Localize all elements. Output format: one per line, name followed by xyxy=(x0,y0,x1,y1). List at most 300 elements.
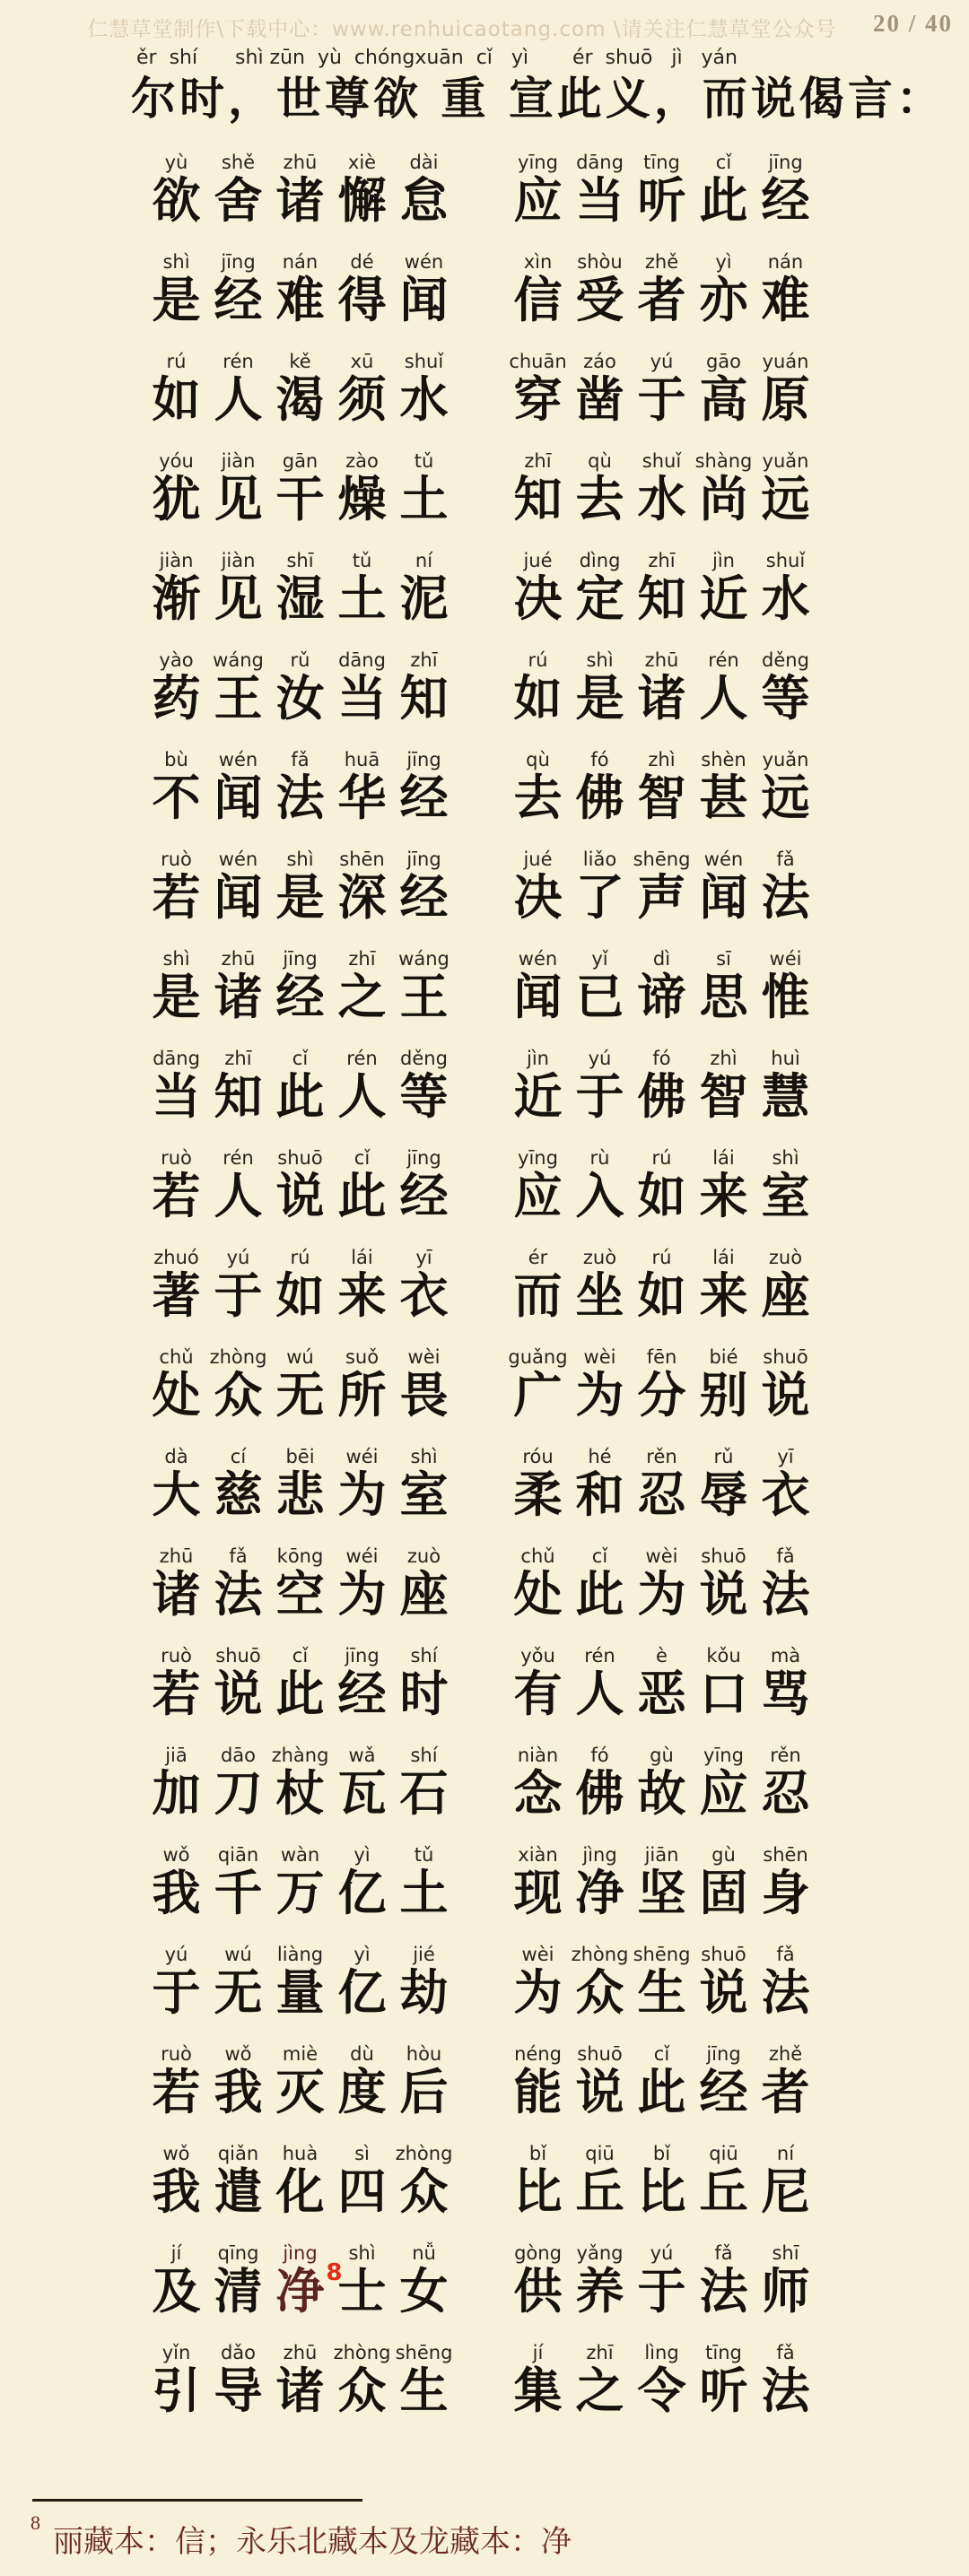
hanzi-character: 了 xyxy=(575,869,624,926)
char-cell xyxy=(269,2042,331,2119)
pinyin-syllable: bù xyxy=(164,749,188,770)
char-cell xyxy=(507,1047,569,1124)
hanzi-character: 人 xyxy=(699,670,748,727)
char-cell xyxy=(569,2042,631,2119)
hanzi-character: 众 xyxy=(337,2363,387,2419)
hanzi-character: 法 xyxy=(761,2363,810,2419)
char-cell xyxy=(145,648,207,726)
hemistich-right xyxy=(507,848,816,925)
pinyin-syllable: jué xyxy=(523,849,553,870)
char-cell xyxy=(393,848,455,925)
hemistich-left xyxy=(145,151,455,228)
hemistich-left xyxy=(145,2341,455,2418)
pinyin-syllable: fǎ xyxy=(776,849,795,870)
pinyin-syllable: wén xyxy=(703,849,744,870)
pinyin-syllable: fó xyxy=(590,749,609,770)
char-cell xyxy=(755,1445,816,1522)
hanzi-character: 法 xyxy=(214,1566,263,1623)
pinyin-syllable: shì xyxy=(286,849,314,870)
hanzi-character: 难 xyxy=(761,272,810,328)
hanzi-character: 犹 xyxy=(152,471,201,527)
hanzi-character: 来 xyxy=(337,1267,387,1324)
verse-row xyxy=(145,1345,863,1445)
char-cell xyxy=(507,2341,569,2418)
pinyin-syllable: jié xyxy=(413,1944,435,1965)
pinyin-syllable: fǎ xyxy=(776,2342,795,2363)
pinyin-syllable: dāo xyxy=(220,1745,257,1766)
char-cell xyxy=(693,1345,755,1423)
pinyin-syllable: kě xyxy=(289,351,311,372)
hemistich-left xyxy=(145,1246,455,1323)
pinyin-syllable: yì xyxy=(354,1844,371,1866)
hanzi-character: 应 xyxy=(699,1765,748,1822)
pinyin-syllable: zhī xyxy=(586,2342,614,2363)
char-cell xyxy=(393,151,455,228)
hanzi-character: 忍 xyxy=(637,1466,686,1523)
hanzi-character: 此 xyxy=(699,172,748,229)
char-cell xyxy=(755,1943,816,2020)
pinyin-syllable: wǒ xyxy=(162,1844,190,1866)
char-cell xyxy=(631,1644,693,1721)
hanzi-character: 汝 xyxy=(275,670,325,727)
pinyin-syllable: è xyxy=(656,1645,668,1667)
char-cell xyxy=(331,1644,393,1721)
hanzi-character: 导 xyxy=(214,2363,263,2419)
pinyin-syllable: zhū xyxy=(283,2342,318,2363)
char-cell xyxy=(631,2241,693,2319)
hanzi-character: 师 xyxy=(761,2263,810,2319)
pinyin-syllable: guǎng xyxy=(508,1346,568,1368)
char-cell xyxy=(569,1146,631,1223)
hanzi-character: 法 xyxy=(761,1964,810,2021)
verse-row xyxy=(145,151,863,250)
char-cell xyxy=(569,947,631,1024)
pinyin-syllable: shuō xyxy=(277,1147,323,1169)
footnote xyxy=(31,2511,572,2561)
char-cell xyxy=(145,449,207,527)
hanzi-character: 净 8 xyxy=(275,2259,343,2319)
hemistich-left xyxy=(145,1345,455,1423)
pinyin-syllable: sì xyxy=(354,2143,370,2164)
hanzi-character: 诸 xyxy=(214,969,263,1025)
hanzi-character: 处 xyxy=(152,1367,201,1423)
hanzi-character: 经 xyxy=(214,272,263,328)
hanzi-character: 如 xyxy=(513,670,563,727)
pinyin-syllable: miè xyxy=(282,2043,319,2065)
char-cell xyxy=(507,1345,569,1423)
verse-row xyxy=(145,648,863,748)
pinyin-syllable: shàng xyxy=(694,450,753,472)
pinyin-syllable: zhòng xyxy=(333,2342,391,2363)
hanzi-character: 如 xyxy=(637,1267,686,1324)
char-cell xyxy=(207,848,269,925)
hemistich-left xyxy=(145,2042,455,2119)
hanzi-character: 柔 xyxy=(513,1466,563,1523)
hanzi-character: 室 xyxy=(761,1168,810,1224)
char-cell xyxy=(755,1843,816,1920)
hanzi-character: 辱 xyxy=(699,1466,748,1523)
pinyin-syllable: zuò xyxy=(582,1247,617,1268)
hanzi-character: 为 xyxy=(337,1566,387,1623)
char-cell xyxy=(145,1545,207,1622)
pinyin-syllable: ruò xyxy=(161,849,192,870)
hanzi-character: 法 xyxy=(761,869,810,926)
pinyin-syllable: cǐ xyxy=(715,152,732,173)
pinyin-syllable: shī xyxy=(286,550,314,571)
char-cell xyxy=(269,1345,331,1423)
hanzi-character: 应 xyxy=(513,1168,563,1224)
hemistich-left xyxy=(145,748,455,825)
char-cell xyxy=(145,350,207,427)
verse-row xyxy=(145,1943,863,2042)
pinyin-syllable: kǒu xyxy=(706,1645,741,1667)
verse-row xyxy=(145,1545,863,1644)
char-cell xyxy=(755,1047,816,1124)
hanzi-character: 之 xyxy=(575,2363,624,2419)
char-cell xyxy=(269,2241,343,2319)
hanzi-character: 慧 xyxy=(761,1068,810,1125)
hanzi-character: 若 xyxy=(152,1168,201,1224)
hanzi-character: 知 xyxy=(637,570,686,627)
pinyin-syllable: ruò xyxy=(161,2043,192,2065)
hanzi-character: 悲 xyxy=(275,1466,325,1523)
hanzi-character: 此 xyxy=(275,1068,325,1125)
char-cell xyxy=(569,549,631,626)
hanzi-character: 华 xyxy=(337,770,387,826)
char-cell xyxy=(569,648,631,726)
char-cell xyxy=(755,350,816,427)
pinyin-syllable: rén xyxy=(223,351,254,372)
hanzi-character: 为 xyxy=(575,1367,624,1423)
pinyin-syllable: cǐ xyxy=(653,2043,670,2065)
hanzi-character: 室 xyxy=(399,1466,449,1523)
char-cell xyxy=(269,1843,331,1920)
hanzi-character: 为 xyxy=(513,1964,563,2021)
char-cell xyxy=(569,250,631,327)
pinyin-syllable: tǔ xyxy=(414,1844,434,1866)
char-cell xyxy=(755,151,816,228)
hanzi-character: 众 xyxy=(575,1964,624,2021)
hanzi-character: 千 xyxy=(214,1865,263,1921)
pinyin-syllable: wéi xyxy=(345,1545,379,1567)
char-cell xyxy=(207,1943,269,2020)
hanzi-character: 说 xyxy=(699,1964,748,2021)
pinyin-syllable: liàng xyxy=(276,1944,324,1965)
hanzi-character: 懈 xyxy=(337,172,387,229)
hanzi-character: 得 xyxy=(337,272,387,328)
char-cell xyxy=(207,250,269,327)
verse-row xyxy=(145,1146,863,1246)
pinyin-syllable: dé xyxy=(350,251,374,273)
char-cell xyxy=(507,549,569,626)
char-cell xyxy=(569,1047,631,1124)
hanzi-character: 于 xyxy=(637,2263,686,2319)
char-cell xyxy=(631,449,693,527)
hanzi-character: 已 xyxy=(575,969,624,1025)
char-cell xyxy=(331,1345,393,1423)
pinyin-syllable: huà xyxy=(282,2143,319,2164)
hanzi-character: 水 xyxy=(637,471,686,527)
page-indicator: 20 / 40 xyxy=(872,10,953,37)
pinyin-syllable: fǎ xyxy=(291,749,310,770)
char-cell xyxy=(569,748,631,825)
pinyin-syllable: dìng xyxy=(579,550,621,571)
pinyin-syllable: huì xyxy=(771,1048,800,1069)
hemistich-right xyxy=(507,2241,816,2319)
char-cell xyxy=(569,1943,631,2020)
char-cell xyxy=(331,151,393,228)
pinyin-syllable: fēn xyxy=(646,1346,677,1368)
hanzi-character: 凿 xyxy=(575,371,624,428)
hanzi-character: 座 xyxy=(399,1566,449,1623)
hanzi-character: 众 xyxy=(399,2163,449,2220)
verse-row xyxy=(145,1246,863,1345)
verse-row xyxy=(145,748,863,848)
char-cell xyxy=(631,1545,693,1622)
hanzi-character: 深 xyxy=(337,869,387,926)
hanzi-character: 引 xyxy=(152,2363,201,2419)
pinyin-syllable: yú xyxy=(650,2242,674,2264)
char-cell xyxy=(755,648,816,726)
pinyin-syllable: wú xyxy=(286,1346,314,1368)
char-cell xyxy=(269,1246,331,1323)
pinyin-syllable: yú xyxy=(588,1048,612,1069)
hanzi-character: 现 xyxy=(513,1865,563,1921)
pinyin-syllable: děng xyxy=(762,649,809,671)
verse-row xyxy=(145,1445,863,1545)
char-cell xyxy=(393,1545,455,1622)
hanzi-character: 著 xyxy=(152,1267,201,1324)
pinyin-syllable: zhuó xyxy=(153,1247,199,1268)
char-cell xyxy=(331,848,393,925)
hanzi-character: 坐 xyxy=(575,1267,624,1324)
pinyin-syllable: xìn xyxy=(523,251,553,273)
verse-row xyxy=(145,2142,863,2241)
pinyin-syllable: wèi xyxy=(521,1944,554,1965)
pinyin-syllable: qiān xyxy=(217,1844,259,1866)
char-cell xyxy=(755,449,816,527)
pinyin-syllable: yǐn xyxy=(162,2342,191,2363)
pinyin-syllable: wǒ xyxy=(162,2143,190,2164)
char-cell xyxy=(631,1744,693,1821)
pinyin-syllable: wèi xyxy=(583,1346,616,1368)
char-cell xyxy=(631,2042,693,2119)
pinyin-syllable: qiū xyxy=(709,2143,738,2164)
hanzi-character: 分 xyxy=(637,1367,686,1423)
hanzi-character: 我 xyxy=(152,2163,201,2220)
hanzi-character: 渴 xyxy=(275,371,325,428)
char-cell xyxy=(393,2241,455,2319)
char-cell xyxy=(507,1943,569,2020)
hanzi-character: 遣 xyxy=(214,2163,263,2220)
hemistich-right xyxy=(507,748,816,825)
hanzi-character: 王 xyxy=(214,670,263,727)
hanzi-character: 能 xyxy=(513,2064,563,2120)
pinyin-syllable: xiàn xyxy=(518,1844,558,1866)
hanzi-character: 定 xyxy=(575,570,624,627)
hanzi-character: 等 xyxy=(399,1068,449,1125)
pinyin-syllable: tǔ xyxy=(352,550,372,571)
pinyin-syllable: jí xyxy=(170,2242,182,2264)
pinyin-syllable: huā xyxy=(344,749,380,770)
char-cell xyxy=(331,350,393,427)
hanzi-character: 无 xyxy=(214,1964,263,2021)
pinyin-syllable: wén xyxy=(404,251,444,273)
char-cell xyxy=(331,1545,393,1622)
pinyin-syllable: shēng xyxy=(633,849,691,870)
pinyin-syllable: dài xyxy=(409,152,439,173)
char-cell xyxy=(207,549,269,626)
pinyin-syllable: wéi xyxy=(769,948,802,970)
hanzi-character: 原 xyxy=(761,371,810,428)
char-cell xyxy=(693,449,755,527)
hanzi-character: 诸 xyxy=(275,172,325,229)
pinyin-syllable: rěn xyxy=(770,1745,801,1766)
pinyin-syllable: zhòng xyxy=(571,1944,629,1965)
hanzi-character: 故 xyxy=(637,1765,686,1822)
char-cell xyxy=(269,2142,331,2219)
verse-list xyxy=(145,151,863,2441)
char-cell xyxy=(331,1843,393,1920)
char-cell xyxy=(631,2142,693,2219)
pinyin-syllable: wén xyxy=(218,749,258,770)
pinyin-syllable: tīng xyxy=(705,2342,742,2363)
char-cell xyxy=(569,350,631,427)
hemistich-right xyxy=(507,2142,816,2219)
pinyin-syllable: shuō xyxy=(577,2043,623,2065)
pinyin-syllable: yuǎn xyxy=(762,450,809,472)
pinyin-syllable: wén xyxy=(518,948,558,970)
pinyin-syllable: shì xyxy=(586,649,614,671)
hanzi-character: 口 xyxy=(699,1666,748,1722)
pinyin-syllable: fǎ xyxy=(714,2242,733,2264)
char-cell xyxy=(569,151,631,228)
hanzi-character: 生 xyxy=(399,2363,449,2419)
hanzi-character: 和 xyxy=(575,1466,624,1523)
char-cell xyxy=(207,1644,269,1721)
hanzi-character: 经 xyxy=(399,770,449,826)
char-cell xyxy=(269,549,331,626)
pinyin-syllable: jīng xyxy=(406,1147,441,1169)
char-cell xyxy=(393,1146,455,1223)
char-cell xyxy=(631,1146,693,1223)
char-cell xyxy=(331,1943,393,2020)
hemistich-right xyxy=(507,1445,816,1522)
char-cell xyxy=(207,1246,269,1323)
pinyin-syllable: rù xyxy=(589,1147,610,1169)
pinyin-syllable: rǔ xyxy=(713,1446,734,1467)
pinyin-syllable: tīng xyxy=(643,152,680,173)
char-cell xyxy=(755,1246,816,1323)
char-cell xyxy=(331,449,393,527)
pinyin-syllable: kōng xyxy=(276,1545,324,1567)
verse-row xyxy=(145,1644,863,1744)
pinyin-syllable: cǐ xyxy=(292,1645,309,1667)
char-cell xyxy=(569,2142,631,2219)
hanzi-character: 闻 xyxy=(699,869,748,926)
hanzi-character: 广 xyxy=(513,1367,563,1423)
pinyin-syllable: qīng xyxy=(217,2242,259,2264)
char-cell xyxy=(393,947,455,1024)
pinyin-syllable: jiān xyxy=(644,1844,679,1866)
pinyin-syllable: shì xyxy=(162,251,190,273)
pinyin-syllable: yú xyxy=(164,1944,188,1965)
hanzi-character: 入 xyxy=(575,1168,624,1224)
char-cell xyxy=(269,1445,331,1522)
pinyin-syllable: shuǐ xyxy=(765,550,806,571)
char-cell xyxy=(393,648,455,726)
pinyin-syllable: mà xyxy=(770,1645,801,1667)
hanzi-character: 坚 xyxy=(637,1865,686,1921)
hanzi-character: 怠 xyxy=(399,172,449,229)
pinyin-syllable: jìn xyxy=(527,1048,549,1069)
verse-row xyxy=(145,1843,863,1943)
char-cell xyxy=(393,549,455,626)
char-cell xyxy=(269,1744,331,1821)
char-cell xyxy=(755,848,816,925)
hemistich-left xyxy=(145,1146,455,1223)
verse-row xyxy=(145,1744,863,1843)
hanzi-character: 而 xyxy=(513,1267,563,1324)
pinyin-syllable: zhī xyxy=(648,550,676,571)
hanzi-character: 是 xyxy=(575,670,624,727)
char-cell xyxy=(755,947,816,1024)
pinyin-syllable: yào xyxy=(159,649,194,671)
hemistich-left xyxy=(145,449,455,527)
hanzi-character: 养 xyxy=(575,2263,624,2319)
char-cell xyxy=(207,1445,269,1522)
pinyin-syllable: cǐ xyxy=(354,1147,371,1169)
char-cell xyxy=(755,1644,816,1721)
hanzi-character: 处 xyxy=(513,1566,563,1623)
hanzi-character: 人 xyxy=(337,1068,387,1125)
hanzi-character: 劫 xyxy=(399,1964,449,2021)
char-cell xyxy=(693,250,755,327)
char-cell xyxy=(507,1744,569,1821)
hanzi-character: 燥 xyxy=(337,471,387,527)
pinyin-syllable: sī xyxy=(716,948,731,970)
hanzi-character: 思 xyxy=(699,969,748,1025)
char-cell xyxy=(507,1843,569,1920)
hanzi-character: 供 xyxy=(513,2263,563,2319)
char-cell xyxy=(507,748,569,825)
pinyin-syllable: dāng xyxy=(576,152,624,173)
hanzi-character: 如 xyxy=(152,371,201,428)
pinyin-syllable: chǔ xyxy=(159,1346,194,1368)
hanzi-character: 经 xyxy=(275,969,325,1025)
pinyin-syllable: zhě xyxy=(644,251,679,273)
char-cell xyxy=(207,1744,269,1821)
hanzi-character: 见 xyxy=(214,471,263,527)
char-cell xyxy=(693,2142,755,2219)
char-cell xyxy=(569,1445,631,1522)
char-cell xyxy=(145,1843,207,1920)
hanzi-character: 知 xyxy=(513,471,563,527)
char-cell xyxy=(393,2142,455,2219)
hemistich-left xyxy=(145,2142,455,2219)
char-cell xyxy=(507,947,569,1024)
char-cell xyxy=(755,2341,816,2418)
footnote-separator xyxy=(32,2499,362,2502)
pinyin-syllable: wǒ xyxy=(224,2043,252,2065)
hanzi-character: 说 xyxy=(699,1566,748,1623)
hemistich-right xyxy=(507,1047,816,1124)
pinyin-syllable: xū xyxy=(350,351,374,372)
hanzi-character: 经 xyxy=(699,2064,748,2120)
hanzi-character: 近 xyxy=(513,1068,563,1125)
char-cell xyxy=(269,648,331,726)
hanzi-character: 干 xyxy=(275,471,325,527)
